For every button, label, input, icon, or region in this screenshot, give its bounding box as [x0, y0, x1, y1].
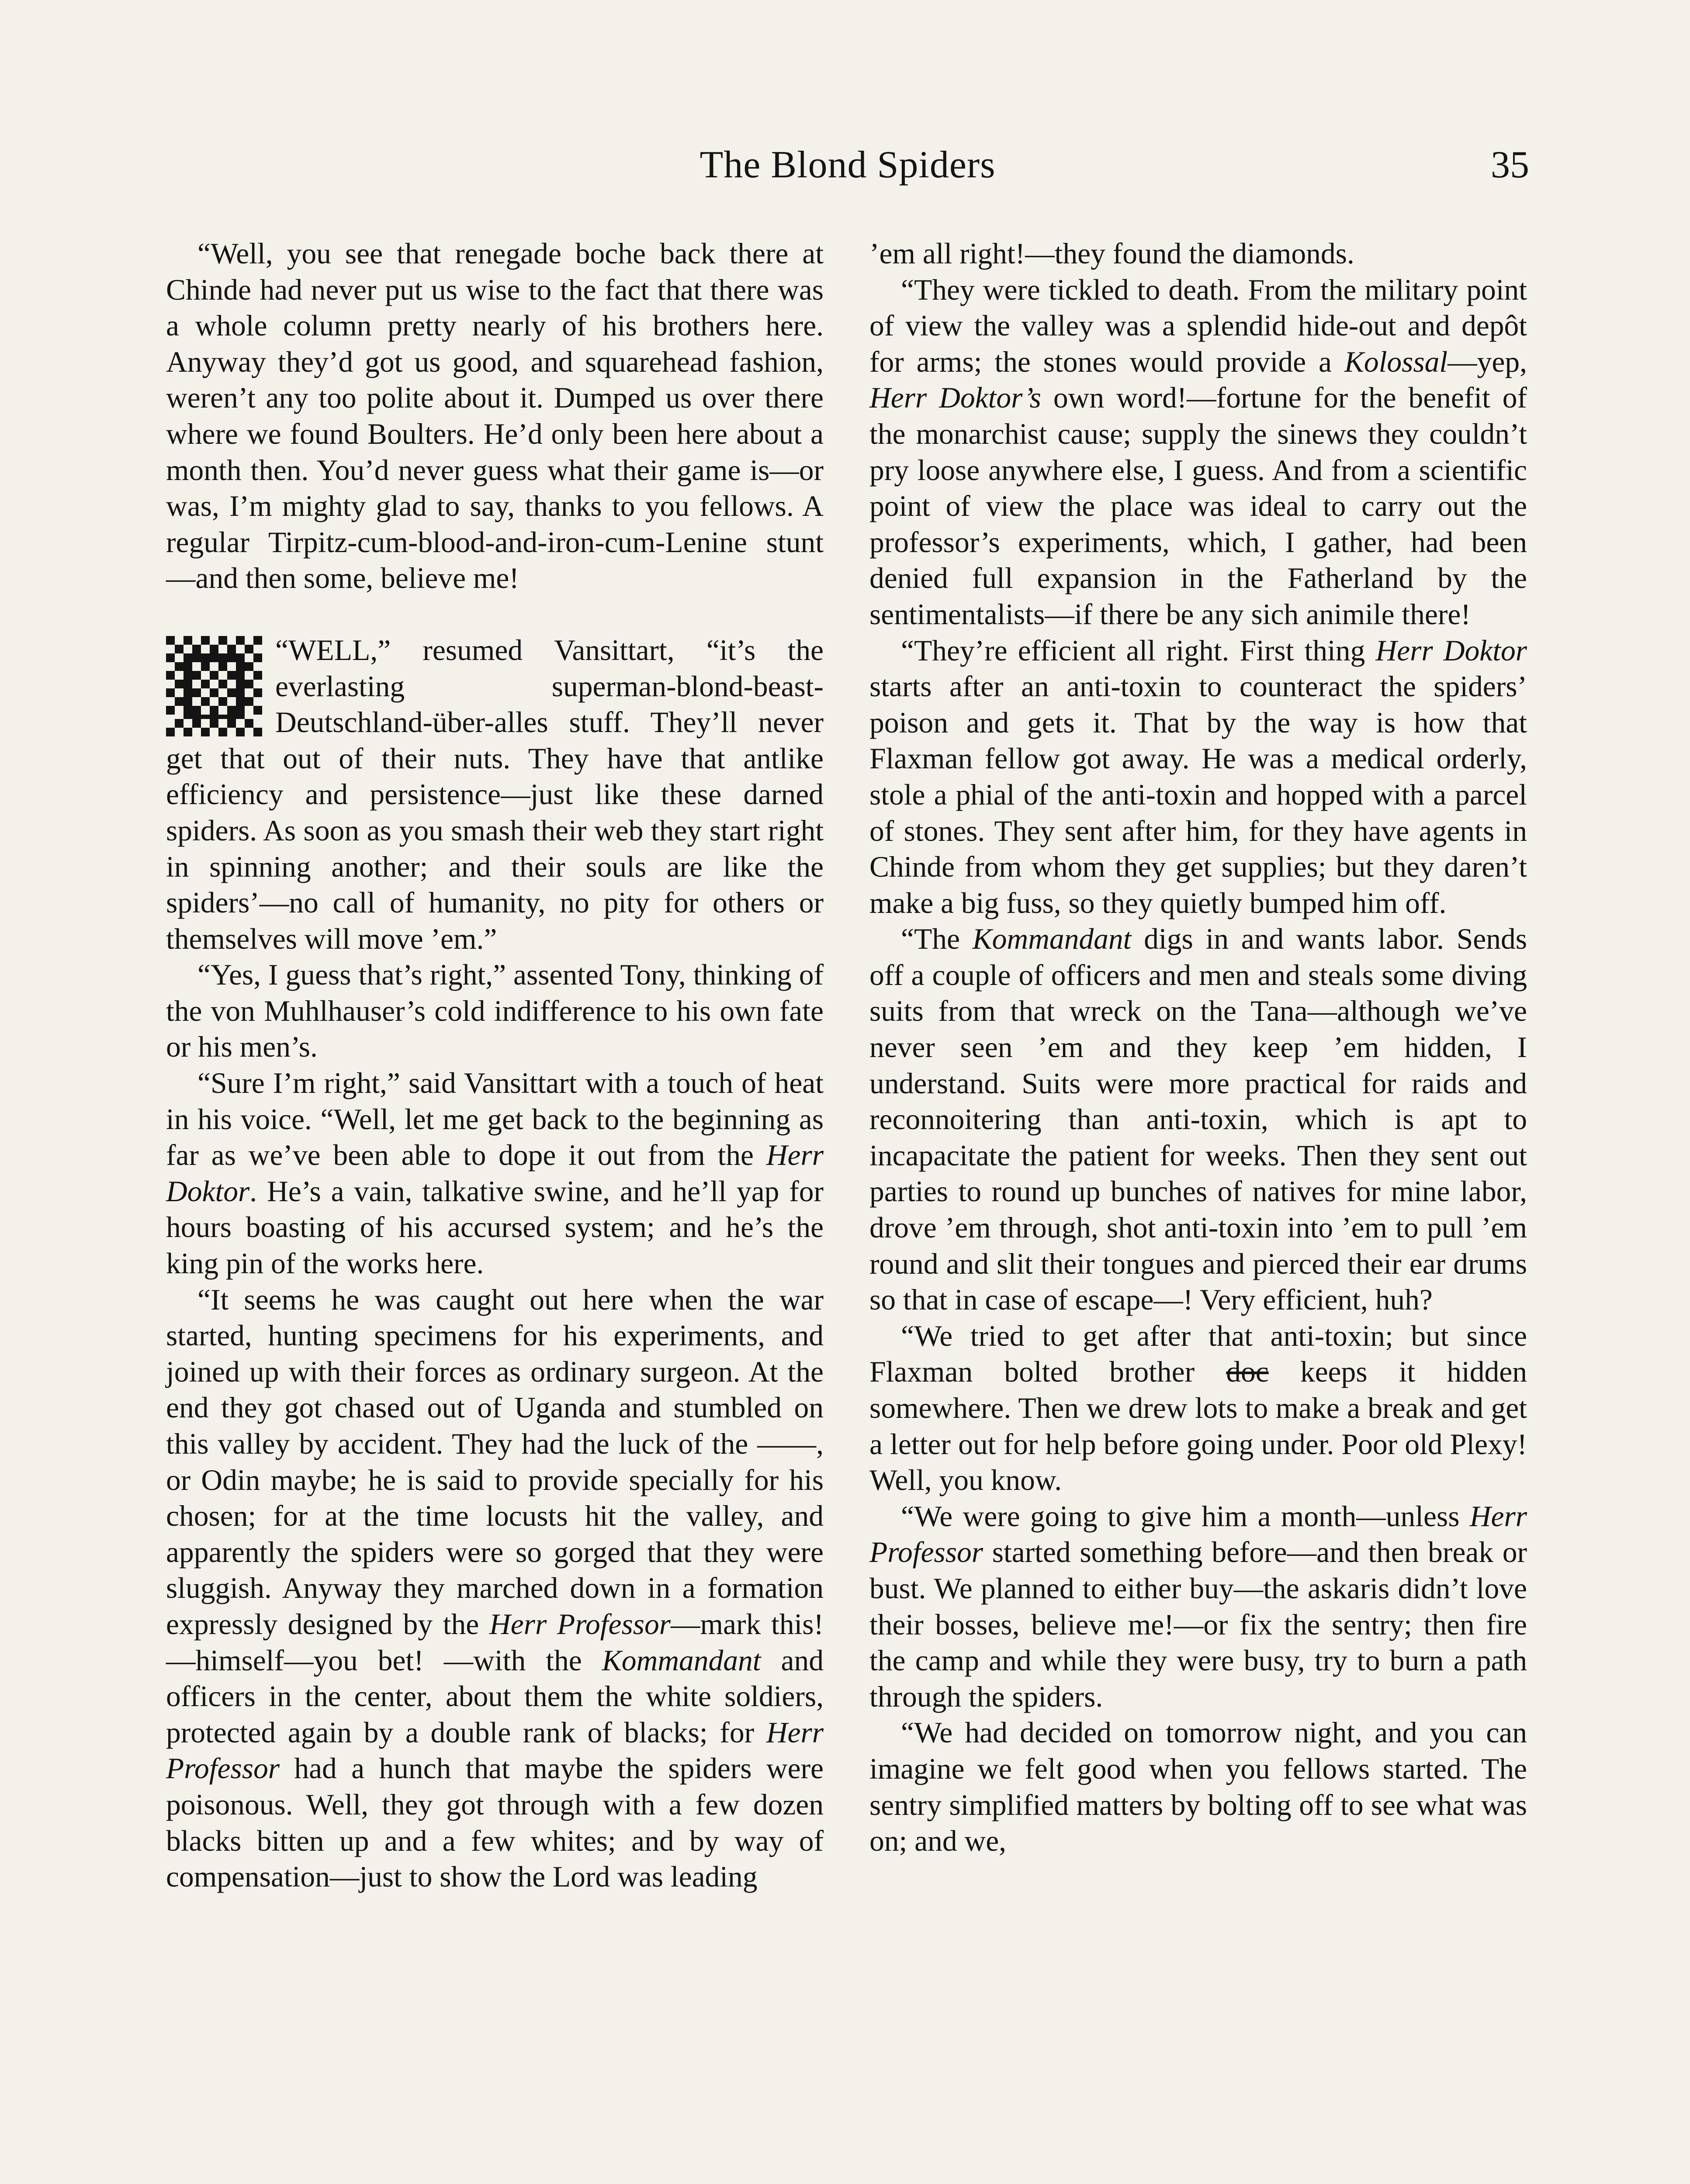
text-run: had a hunch that maybe the spiders were poisonous. Well, they got through with a few dozen blacks bitten up and a few whites; and by way of compensation—just to show the Lord was leading — [166, 1752, 824, 1894]
text-run: “We tried to get after that anti-toxin; but since Flaxman bolted brother — [869, 1319, 1527, 1389]
paragraph-with-ornament — [166, 632, 824, 957]
italic-name: Herr Professor — [869, 1500, 1527, 1569]
italic-name: Herr Professor — [489, 1607, 671, 1641]
paragraph — [869, 1499, 1527, 1715]
text-run: “Sure I’m right,” said Vansittart with a touch of heat in his voice. “Well, let me get back to the beginning as far as we’ve been able to dope it out from the — [166, 1067, 824, 1172]
left-column — [166, 236, 824, 1895]
page-number: 35 — [1491, 144, 1529, 186]
paragraph: ’em all right!—they found the diamonds. — [869, 237, 1354, 270]
paragraph: “We had decided on tomorrow night, and you can imagine we felt good when you fellows started. The sentry simplified matters by bolting off to see what was on; and we, — [869, 1716, 1527, 1858]
text-run: “The — [901, 923, 973, 956]
text-run: digs in and wants labor. Sends off a couple of officers and men and steals some diving suits from that wreck on the Tana—although we’ve never seen ’em and they keep ’em hidden, I understand. Suits were more practical for raids and reconnoitering than anti-toxin, which is apt to incapacitate the patient for weeks. Then they sent out parties to round up bunches of natives for mine labor, drove ’em through, shot anti-toxin into ’em to pull ’em round and slit their tongues and pierced their ear drums so that in case of escape—! Very efficient, huh? — [869, 923, 1527, 1317]
text-run: keeps it hidden somewhere. Then we drew lots to make a break and get a letter out for help before going under. Poor old Plexy! Well, you know. — [869, 1355, 1527, 1497]
text-run: —mark this!—himself—you bet! —with the — [166, 1607, 824, 1677]
italic-name: Kommandant — [602, 1644, 761, 1677]
italic-name: Herr Doktor’s — [869, 381, 1041, 415]
paragraph — [869, 1318, 1527, 1499]
text-run: and officers in the center, about them the white soldiers, protected again by a double rank of blacks; for — [166, 1644, 824, 1749]
text-run: “It seems he was caught out here when the war started, hunting specimens for his experiments, and joined up with their forces as ordinary surgeon. At the end they got chased out of Uganda and stumbled on this valley by accident. They had the luck of the ——, or Odin maybe; he is said to provide specially for his chosen; for at the time locusts hit the valley, and apparently the spiders were so gorged that they were sluggish. Anyway they marched down in a formation expressly designed by the — [166, 1283, 824, 1641]
italic-name: Herr Doktor — [166, 1139, 824, 1208]
italic-name: Kommandant — [972, 923, 1132, 956]
running-head — [166, 139, 1529, 191]
paragraph — [869, 633, 1527, 922]
story-title: The Blond Spiders — [700, 144, 996, 186]
italic-name: Herr Doktor — [1375, 634, 1527, 667]
paragraph — [166, 1282, 824, 1895]
italic-name: Herr Professor — [166, 1716, 824, 1785]
text-run: “They’re efficient all right. First thing — [901, 634, 1376, 667]
right-column — [869, 236, 1527, 1859]
text-run: own word!—fortune for the benefit of the monarchist cause; supply the sinews they couldn’t pry loose anywhere else, I guess. And from a scientific point of view the place was ideal to carry out the professor’s experiments, which, I gather, had been denied full expansion in the Fatherland by the sentimentalists—if there be any sich animile there! — [869, 381, 1527, 631]
text-run: . He’s a vain, talkative swine, and he’ll yap for hours boasting of his accursed system; and he’s the king pin of the works here. — [166, 1175, 824, 1280]
paragraph: “Well, you see that renegade boche back there at Chinde had never put us wise to the fact that there was a whole column pretty nearly of his brothers here. Anyway they’d got us good, and squarehead fashion, weren’t any too polite about it. Dumped us over there where we found Boulters. He’d only been here about a month then. You’d never guess what their game is—or was, I’m mighty glad to say, thanks to you fellows. A regular Tirpitz-cum-blood-and-iron-cum-Lenine stunt—and then some, believe me! — [166, 237, 824, 595]
struck-word: doc — [1226, 1355, 1269, 1389]
text-run: started something before—and then break or bust. We planned to either buy—the askaris didn’t love their bosses, believe me!—or fix the sentry; then fire the camp and while they were busy, try to burn a path through the spiders. — [869, 1536, 1527, 1713]
text-run: —yep, — [1448, 345, 1527, 378]
paragraph — [166, 1065, 824, 1282]
paragraph — [869, 272, 1527, 633]
text-run: starts after an anti-toxin to counteract the spiders’ poison and gets it. That by the way is how that Flaxman fellow got away. He was a medical orderly, stole a phial of the anti-toxin and hopped with a parcel of stones. They sent after him, for they have agents in Chinde from whom they get supplies; but they daren’t make a big fuss, so they quietly bumped him off. — [869, 670, 1527, 919]
paragraph — [869, 921, 1527, 1318]
text-run: “We were going to give him a month—unless — [901, 1500, 1470, 1533]
ornament-icon — [166, 636, 262, 736]
paragraph: “Yes, I guess that’s right,” assented Tony, thinking of the von Muhlhauser’s cold indifference to his own fate or his men’s. — [166, 958, 824, 1064]
paragraph-text: “WELL,” resumed Vansittart, “it’s the everlasting superman-blond-beast-Deutschland-über-alles stuff. They’ll never get that out of their nuts. They have that antlike efficiency and persistence—just like these darned spiders. As soon as you smash their web they start right in spinning another; and their souls are like the spiders’—no call of humanity, no pity for others or themselves will move ’em.” — [166, 633, 824, 955]
italic-word: Kolossal — [1344, 345, 1448, 378]
text-run: “They were tickled to death. From the military point of view the valley was a splendid hide-out and depôt for arms; the stones would provide a — [869, 273, 1527, 378]
